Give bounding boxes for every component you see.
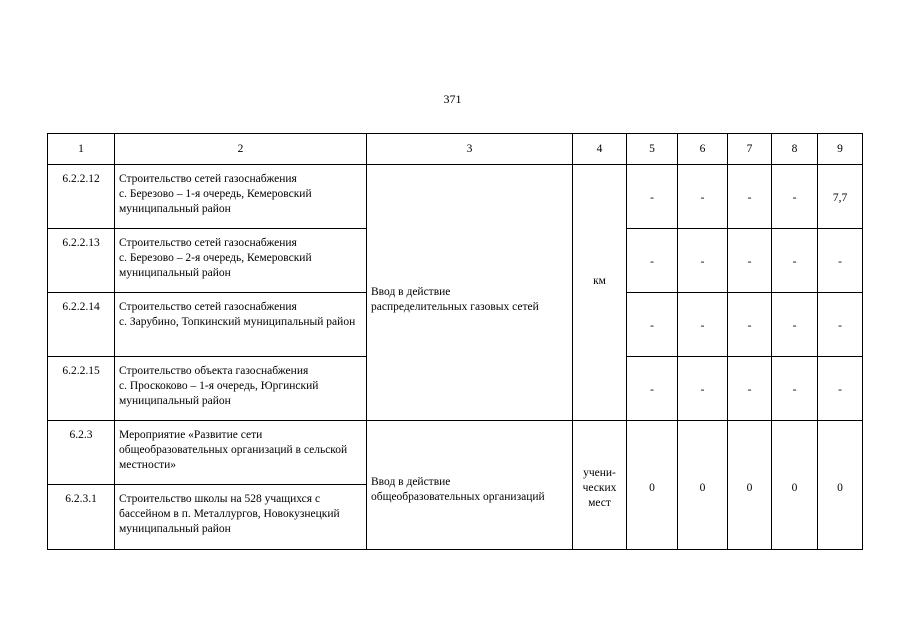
item-id: 6.2.2.12 [48, 165, 115, 229]
indicator-schools: Ввод в действие общеобразовательных организаций [367, 421, 573, 550]
item-id: 6.2.2.15 [48, 357, 115, 421]
value-cell: 0 [818, 421, 863, 550]
unit-km: км [573, 165, 627, 421]
value-cell: - [772, 357, 818, 421]
header-cell: 3 [367, 134, 573, 165]
value-cell: - [772, 229, 818, 293]
indicator-gas-networks: Ввод в действие распределительных газовых сетей [367, 165, 573, 421]
item-id: 6.2.2.13 [48, 229, 115, 293]
value-cell: - [627, 357, 678, 421]
value-cell: - [728, 165, 772, 229]
value-cell: - [627, 165, 678, 229]
value-cell: - [818, 357, 863, 421]
header-cell: 8 [772, 134, 818, 165]
header-cell: 6 [678, 134, 728, 165]
item-id: 6.2.3 [48, 421, 115, 485]
item-name: Строительство сетей газоснабжения с. Зарубино, Топкинский муниципальный район [115, 293, 367, 357]
table-row [48, 165, 863, 229]
value-cell: - [772, 293, 818, 357]
value-cell: - [627, 229, 678, 293]
value-cell: - [678, 165, 728, 229]
item-name: Строительство сетей газоснабжения с. Березово – 1-я очередь, Кемеровский муниципальный район [115, 165, 367, 229]
measures-table [47, 133, 863, 550]
item-id: 6.2.3.1 [48, 485, 115, 550]
value-cell: 0 [728, 421, 772, 550]
item-name: Строительство сетей газоснабжения с. Березово – 2-я очередь, Кемеровский муниципальный район [115, 229, 367, 293]
header-row [48, 134, 863, 165]
header-cell: 9 [818, 134, 863, 165]
value-cell: 7,7 [818, 165, 863, 229]
unit-student-places: учени- ческих мест [573, 421, 627, 550]
header-cell: 2 [115, 134, 367, 165]
item-name: Строительство объекта газоснабжения с. Проскоково – 1-я очередь, Юргинский муниципальный район [115, 357, 367, 421]
value-cell: - [728, 293, 772, 357]
value-cell: - [818, 229, 863, 293]
header-cell: 4 [573, 134, 627, 165]
item-name: Строительство школы на 528 учащихся с бассейном в п. Металлургов, Новокузнецкий муниципальный район [115, 485, 367, 550]
header-cell: 5 [627, 134, 678, 165]
item-id: 6.2.2.14 [48, 293, 115, 357]
value-cell: - [678, 357, 728, 421]
value-cell: - [678, 293, 728, 357]
value-cell: - [678, 229, 728, 293]
value-cell: - [627, 293, 678, 357]
table-row [48, 421, 863, 485]
value-cell: - [728, 229, 772, 293]
value-cell: 0 [772, 421, 818, 550]
value-cell: 0 [627, 421, 678, 550]
value-cell: - [818, 293, 863, 357]
item-name: Мероприятие «Развитие сети общеобразовательных организаций в сельской местности» [115, 421, 367, 485]
value-cell: 0 [678, 421, 728, 550]
header-cell: 1 [48, 134, 115, 165]
header-cell: 7 [728, 134, 772, 165]
value-cell: - [728, 357, 772, 421]
page-number: 371 [443, 92, 462, 106]
value-cell: - [772, 165, 818, 229]
